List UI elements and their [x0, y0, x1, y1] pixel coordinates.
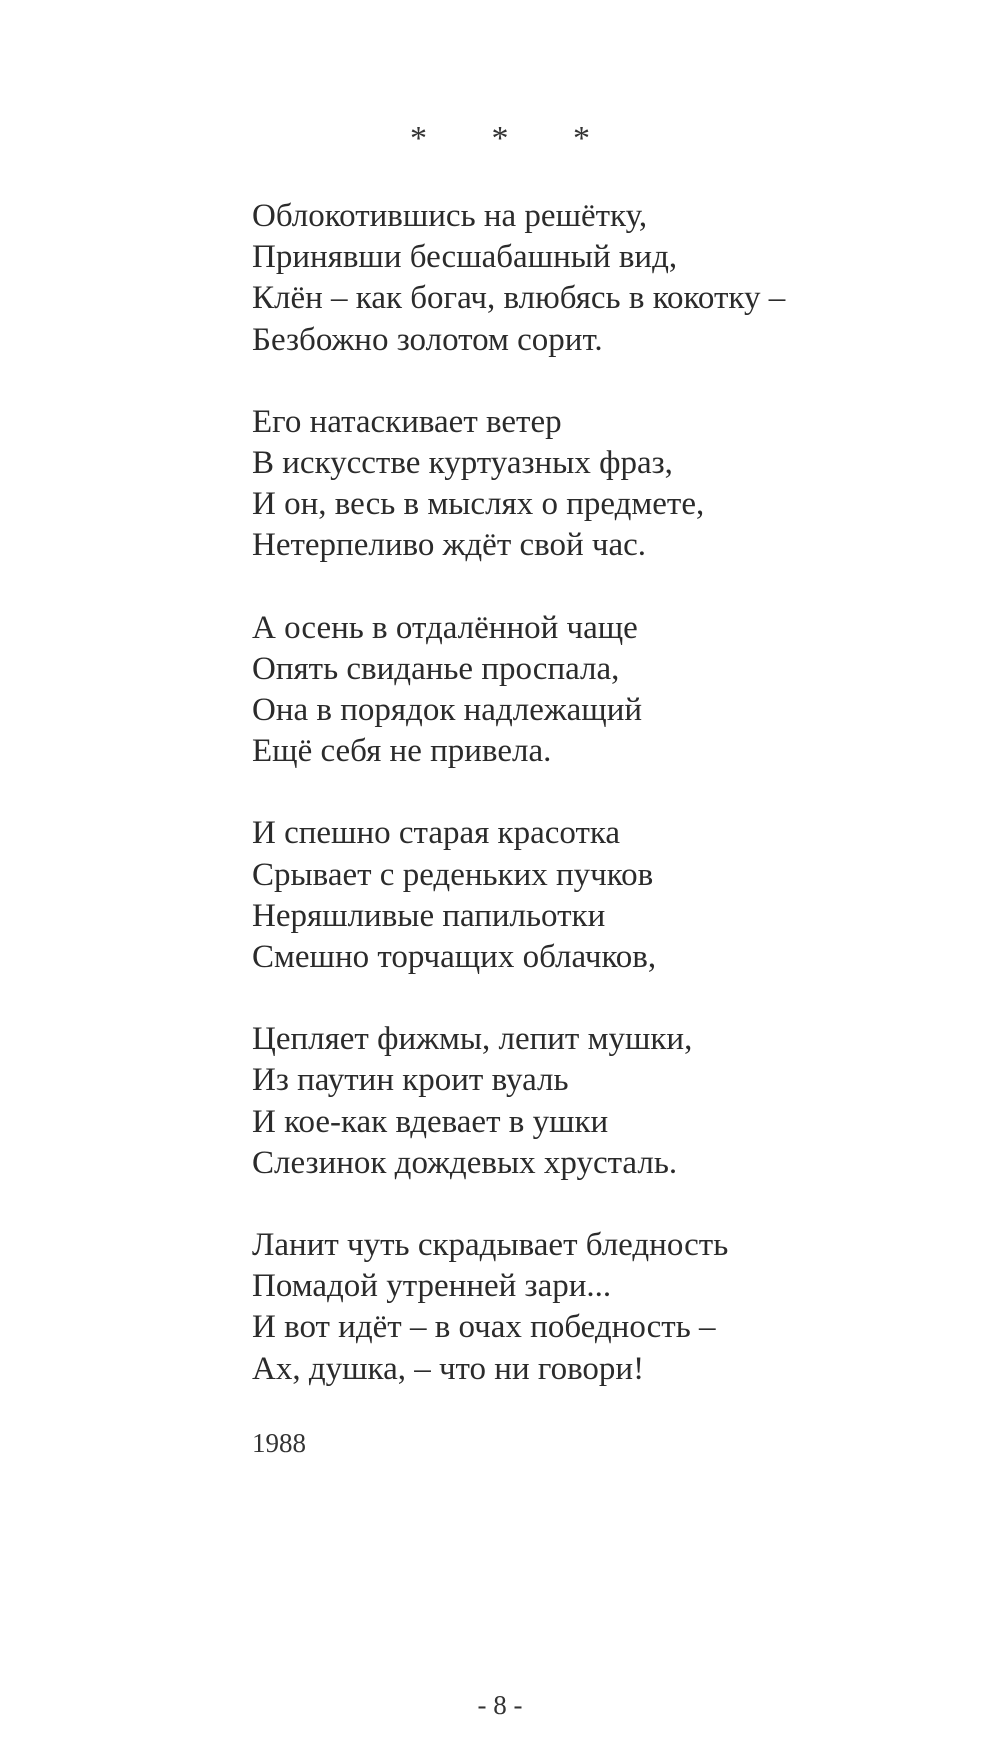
stanza-3: [252, 608, 952, 773]
poem-line: И вот идёт – в очах победность –: [252, 1309, 716, 1346]
poem-line: В искусстве куртуазных фраз,: [252, 445, 673, 482]
stanza-6: [252, 1225, 952, 1390]
poem-line: Облокотившись на решётку,: [252, 198, 648, 234]
poem-line: А осень в отдалённой чаще: [252, 609, 638, 646]
poem-line: Смешно торчащих облачков,: [252, 939, 657, 976]
poem-line: Неряшливые папильотки: [252, 897, 606, 934]
poem-line: Безбожно золотом сорит.: [252, 321, 603, 358]
stanza-1: [252, 196, 952, 361]
poem-line: И спешно старая красотка: [252, 815, 621, 852]
poem-line: Его натаскивает ветер: [252, 403, 562, 440]
poem-line: Из паутин кроит вуаль: [252, 1062, 569, 1099]
stanza-5: [252, 1019, 952, 1184]
stanza-divider: * * *: [410, 120, 618, 157]
poem-line: Клён – как богач, влюбясь в кокотку –: [252, 280, 786, 317]
poem-line: Нетерпеливо ждёт свой час.: [252, 527, 647, 564]
poem-line: И кое-как вдевает в ушки: [252, 1103, 609, 1140]
poem-line: Цепляет фижмы, лепит мушки,: [252, 1021, 693, 1058]
poem-line: Ещё себя не привела.: [252, 733, 552, 770]
poem-line: Слезинок дождевых хрусталь.: [252, 1144, 678, 1181]
poem-line: Срывает с реденьких пучков: [252, 856, 654, 893]
poem-line: Помадой утренней зари...: [252, 1268, 612, 1305]
poem-line: И он, весь в мыслях о предмете,: [252, 486, 705, 523]
poem-line: Принявши бесшабашный вид,: [252, 239, 678, 276]
poem-date: 1988: [252, 1428, 306, 1458]
poem-line: Опять свиданье проспала,: [252, 650, 620, 687]
stanza-4: [252, 813, 952, 978]
poem-line: Она в порядок надлежащий: [252, 692, 643, 729]
poem-line: Ах, душка, – что ни говори!: [252, 1350, 645, 1387]
poem-line: Ланит чуть скрадывает бледность: [252, 1227, 729, 1264]
page-number: - 8 -: [477, 1690, 523, 1720]
poem: [252, 196, 952, 1431]
stanza-2: [252, 402, 952, 567]
